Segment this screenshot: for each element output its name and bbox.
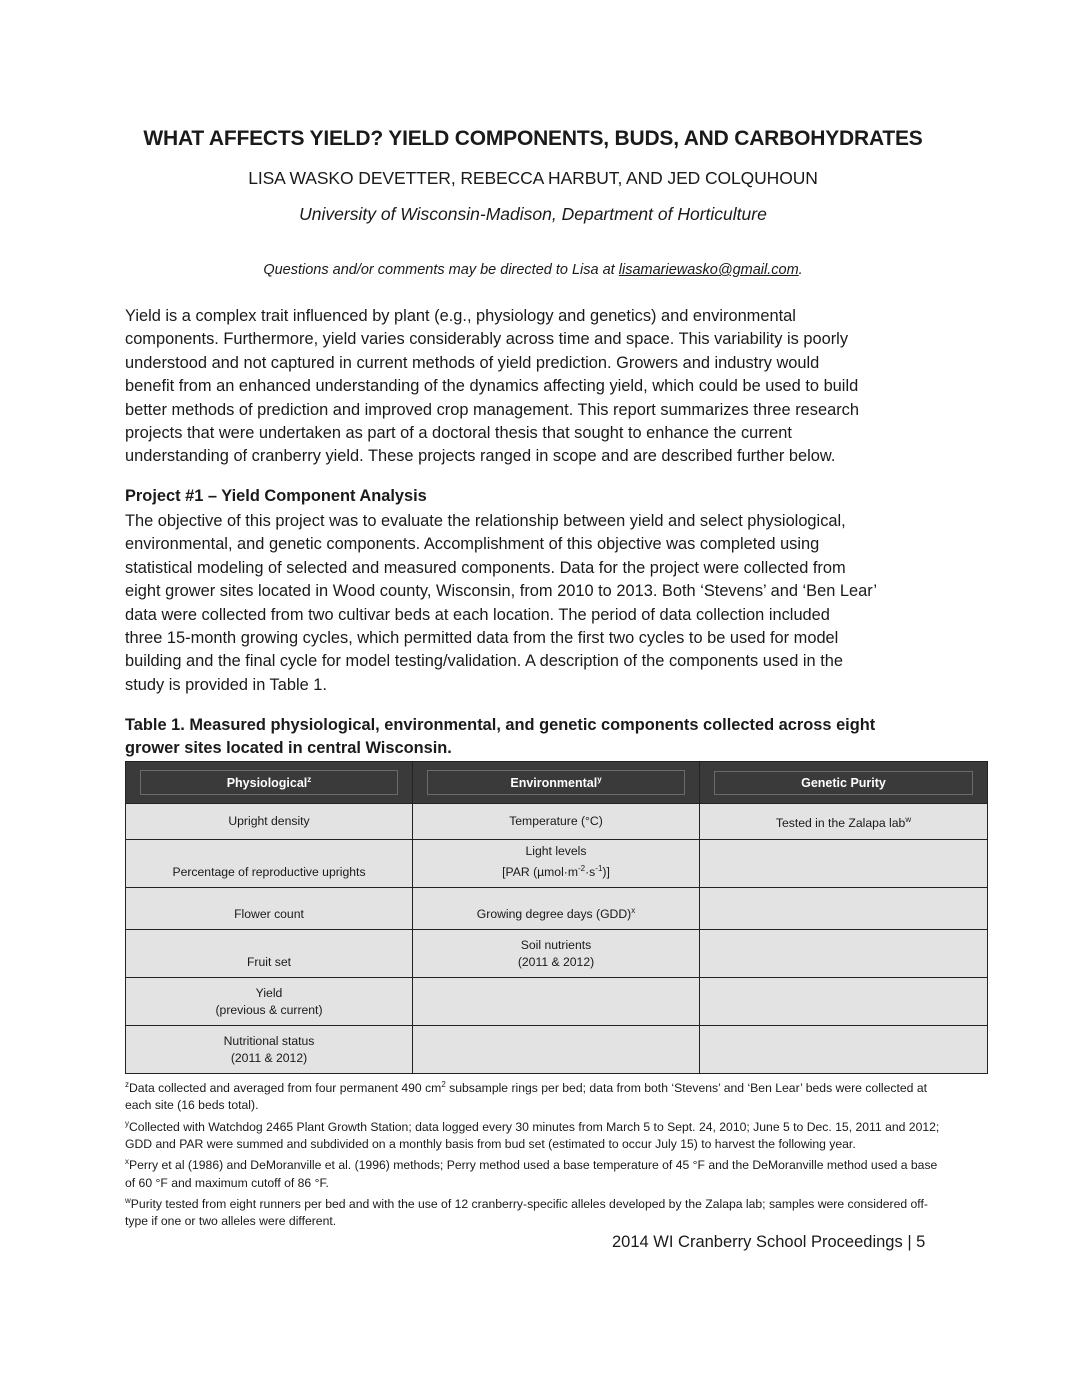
intro-line: understanding of cranberry yield. These projects ranged in scope and are described further below. xyxy=(125,447,836,466)
project1-paragraph xyxy=(125,510,945,697)
table-cell: Temperature (°C) xyxy=(413,804,700,840)
cell-text: (2011 & 2012) xyxy=(230,1051,308,1065)
table-cell: Fruit set xyxy=(126,930,413,978)
cell-text: Growing degree days (GDD) xyxy=(476,907,632,921)
contact-suffix: . xyxy=(798,262,803,278)
table-cell xyxy=(413,1026,700,1074)
table-cell xyxy=(700,840,988,888)
table-cell xyxy=(126,978,413,1026)
intro-line: understood and not captured in current methods of yield prediction. Growers and industry would xyxy=(125,353,820,372)
table-header-cell xyxy=(700,762,988,804)
table-header-cell xyxy=(126,762,413,804)
table-row xyxy=(126,930,988,978)
cell-text: Light levels xyxy=(525,843,587,858)
header-label: Environmental xyxy=(510,776,598,791)
project1-line: data were collected from two cultivar beds at each location. The period of data collection included xyxy=(125,605,830,624)
table-cell xyxy=(413,930,700,978)
intro-line: components. Furthermore, yield varies considerably across time and space. This variability is poorly xyxy=(125,330,849,349)
page-footer: 2014 WI Cranberry School Proceedings | 5 xyxy=(612,1233,926,1251)
footnote-mark: y xyxy=(597,774,602,784)
project1-line: study is provided in Table 1. xyxy=(125,675,327,694)
table-caption-line: Table 1. Measured physiological, environmental, and genetic components collected across eight xyxy=(125,716,876,734)
contact-line xyxy=(0,262,1066,278)
header-label: Physiological xyxy=(226,776,308,791)
intro-line: projects that were undertaken as part of a doctoral thesis that sought to enhance the current xyxy=(125,424,792,443)
footnote-mark: z xyxy=(307,774,312,784)
email-link[interactable]: lisamariewasko@gmail.com xyxy=(618,262,799,278)
components-table xyxy=(125,761,988,1074)
project1-line: building and the final cycle for model testing/validation. A description of the components used in the xyxy=(125,652,843,671)
table-header-cell xyxy=(413,762,700,804)
intro-line: benefit from an enhanced understanding of the dynamics affecting yield, which could be used to build xyxy=(125,377,859,396)
table-cell: Flower count xyxy=(126,888,413,930)
table-caption xyxy=(125,714,955,761)
footnote-w: $^w$Purity tested from eight runners per bed and with the use of 12 cranberry-specific alleles developed by the Zalapa lab; samples were considered off-type if one or two alleles were different. xyxy=(125,1195,928,1229)
table-row xyxy=(126,978,988,1026)
table-cell xyxy=(700,888,988,930)
cell-text: (2011 & 2012) xyxy=(517,955,595,969)
cell-text: Soil nutrients xyxy=(520,938,592,952)
footnote-y: $^y$Collected with Watchdog 2465 Plant Growth Station; data logged every 30 minutes from March 5 to Sept. 24, 2010; June 5 to Dec. 15, 2011 and 2012; GDD and PAR were summed and subdivided on a monthly basis from bud set (estimated to occur July 15) to harvest the following year. xyxy=(125,1118,940,1152)
cell-text: Tested in the Zalapa lab xyxy=(775,816,906,831)
table-row xyxy=(126,840,988,888)
project1-line: statistical modeling of selected and measured components. Data for the project were collected from xyxy=(125,558,846,577)
affiliation: University of Wisconsin-Madison, Department of Horticulture xyxy=(299,204,767,224)
cell-text: (previous & current) xyxy=(215,1003,323,1017)
cell-text: Yield xyxy=(255,986,283,1000)
table-row xyxy=(126,888,988,930)
project1-heading: Project #1 – Yield Component Analysis xyxy=(125,487,427,505)
intro-line: Yield is a complex trait influenced by plant (e.g., physiology and genetics) and environmental xyxy=(125,307,796,325)
footnote-x: $^x$Perry et al (1986) and DeMoranville et al. (1996) methods; Perry method used a base temperature of 45 °F and the DeMoranville method used a base of 60 °F and maximum cutoff of 86 °F. xyxy=(125,1157,938,1190)
project1-line: environmental, and genetic components. Accomplishment of this objective was completed using xyxy=(125,535,820,554)
table-cell xyxy=(413,840,700,888)
cell-text: [PAR (µmol·m$^{-2}$·s$^{-1}$)] xyxy=(502,863,610,879)
author-list: LISA WASKO DEVETTER, REBECCA HARBUT, AND JED COLQUHOUN xyxy=(248,168,818,188)
project1-line: eight grower sites located in Wood county, Wisconsin, from 2010 to 2013. Both ‘Stevens’ and ‘Ben Lear’ xyxy=(125,582,877,601)
table-cell: Upright density xyxy=(126,804,413,840)
contact-prefix: Questions and/or comments may be directed to Lisa at xyxy=(263,262,619,278)
table-cell xyxy=(700,804,988,840)
paper-title: WHAT AFFECTS YIELD? YIELD COMPONENTS, BUDS, AND CARBOHYDRATES xyxy=(143,127,923,150)
table-footnotes xyxy=(125,1076,945,1231)
table-caption-line: grower sites located in central Wisconsin. xyxy=(125,739,452,758)
table-cell xyxy=(126,1026,413,1074)
intro-line: better methods of prediction and improved crop management. This report summarizes three research xyxy=(125,400,859,419)
table-cell xyxy=(413,888,700,930)
project1-line: three 15-month growing cycles, which permitted data from the first two cycles to be used for model xyxy=(125,629,839,648)
table-cell: Percentage of reproductive uprights xyxy=(126,840,413,888)
footnote-mark: w xyxy=(905,814,912,824)
table-cell xyxy=(413,978,700,1026)
cell-text: Nutritional status xyxy=(223,1034,315,1048)
table-cell xyxy=(700,930,988,978)
intro-paragraph xyxy=(125,305,945,469)
footnote-z: $^z$Data collected and averaged from four permanent 490 cm$^2$ subsample rings per bed; data from both ‘Stevens’ and ‘Ben Lear’ beds were collected at each site (16 beds total). xyxy=(125,1080,927,1113)
table-header-row xyxy=(126,762,988,804)
table-cell xyxy=(700,1026,988,1074)
header-label: Genetic Purity xyxy=(801,775,886,790)
table-cell xyxy=(700,978,988,1026)
table-row xyxy=(126,804,988,840)
project1-line: The objective of this project was to evaluate the relationship between yield and select physiological, xyxy=(125,512,846,530)
footnote-mark: x xyxy=(631,905,636,915)
table-row xyxy=(126,1026,988,1074)
